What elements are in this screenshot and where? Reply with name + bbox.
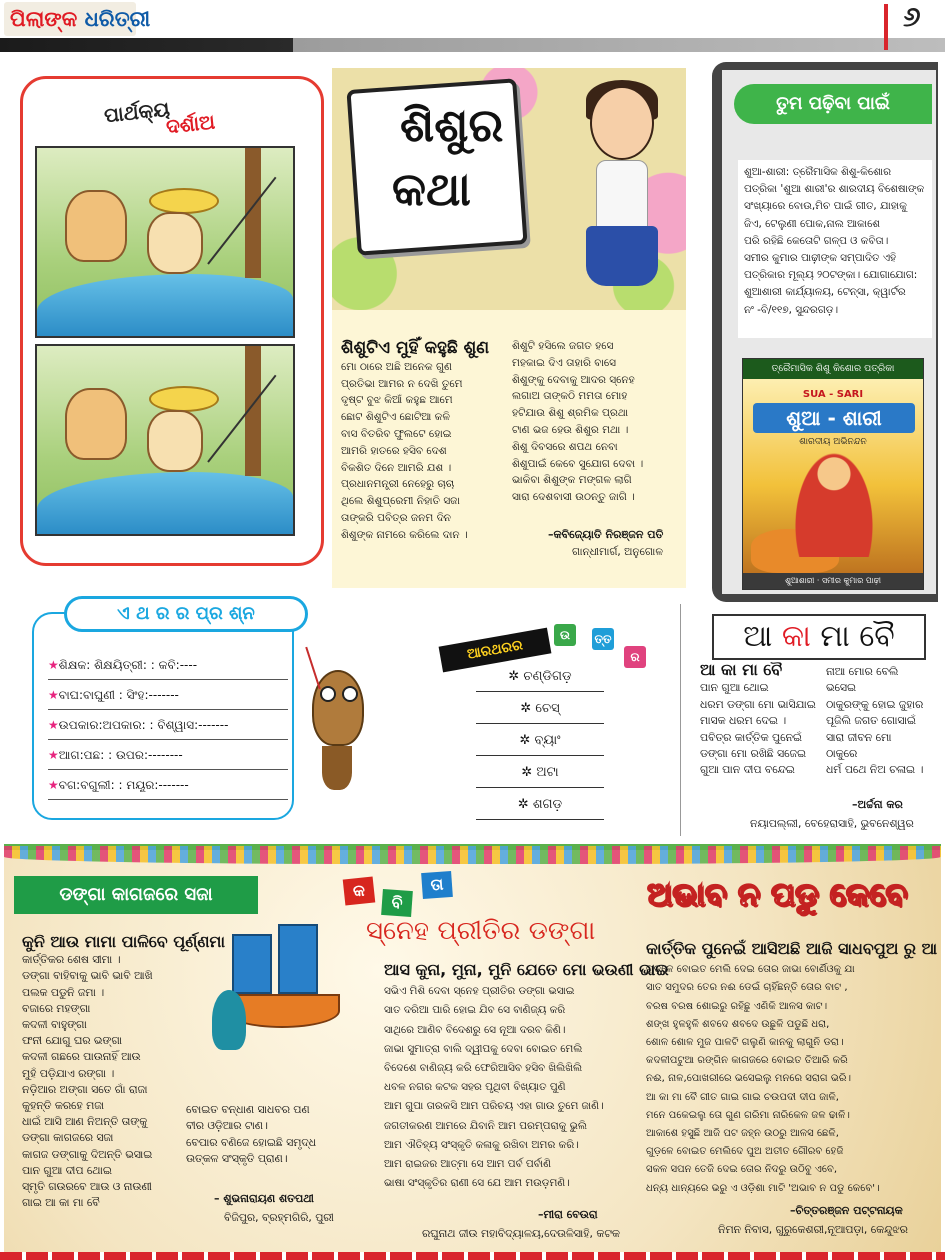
reading-line: ପତ୍ରିକାର ମୂଲ୍ୟ ୨୦ଟଙ୍କା। ଯୋଗାଯୋଗ: [744,269,918,282]
poem-line: ବିକଶିତ ଦିନେ ଆମରି ଯଶ । [341,461,452,474]
sneha-title: ସ୍ନେହ ପ୍ରୀତିର ଡଙ୍ଗା [366,916,596,946]
story-title-line1: ଶିଶୁର [400,98,504,152]
poem-line: ଗାଇ ଆ କା ମା ବୈ [22,1196,100,1210]
poem-line: ଡଙ୍ଗା କାଗଜରେ ସଜା [22,1131,114,1145]
poem-line: ମାସକ ଧରମ ଦେଇ । [700,714,787,728]
footer-bar [0,1252,945,1260]
poem-line: ସକଳ ସପନ ତେଜି ଦେଇ ତୋର ନିଦରୁ ଉଠିବୁ ଏବେ, [646,1164,838,1176]
reading-line: ପତ୍ରିକା 'ଶୁଆ ଶାରୀ'ର ଶାରଦୀୟ ବିଶେଷାଙ୍କ [744,183,925,196]
flower-garland [4,846,941,864]
poem-line: ଗୁଆ ପାନ ଦୀପ ବନ୍ଦେଇ [700,763,795,777]
quiz-title: ଏ ଥ ର ର ପ୍ର ଶ୍ନ [64,596,308,632]
quiz-item: ★ବାଘ:ବାଘୁଣୀ : ସିଂହ:------- [48,680,288,710]
sneha-poem [384,960,669,1193]
cover-tagline: ତ୍ରୈମାସିକ ଶିଶୁ କିଶୋର ପତ୍ରିକା [743,359,923,379]
poem-line: ସାତ ଦରିଆ ପାରି ହୋଇ ଯିବ ସେ ବାଣିଜ୍ୟ କରି [384,1004,566,1017]
poem-line: ସଭିଏ ମିଶି ଦେବା ସ୍ନେହ ପ୍ରୀତିର ଡଙ୍ଗା ଭସାଇ [384,985,575,998]
cover-subtitle: ଶାରଦୀୟ ଅଭିନନ୍ଦନ [799,437,867,447]
difference-title-2: ଦର୍ଶାଅ [164,109,217,139]
poem-line: ସାତ ସମୁଦର ତେର ନଈ ଡେଇଁ ଚାହିଁଛନ୍ତି ତୋର ବାଟ , [646,982,848,994]
cover-title: ଶୁଆ - ଶାରୀ [753,403,915,433]
poem-line: ପ୍ରତିଭା ଆମର ନ ଦେଖି ତୁମେ [341,377,463,390]
dunga-author: – ଶୁଭନାରାୟଣ ଶତପଥୀ [214,1192,314,1205]
cover-latin-title: SUA - SARI [802,389,864,400]
poem-line: ଶିଶୁଟି ହସିଲେ ଜଗତ ହସେ [512,340,614,352]
dunga-poem [22,934,225,1211]
akamabai-author: –ଅର୍ଚ୍ଚନା କର [852,798,903,811]
poem-line: ଫନୀ ଯୋଗୁ ଘର ଭଙ୍ଗା [22,1034,123,1048]
star-icon: ★ [48,748,59,762]
answer-item: ✲ ଚଣ୍ଡିଗଡ଼ [476,662,604,692]
akamabai-col2 [826,664,923,779]
poem-line: ହଟିଯାଉ ଶିଶୁ ଶ୍ରମିକ ପ୍ରଥା [512,407,629,420]
poem-line: ବଜାରେ ମହଙ୍ଗା [22,1001,91,1015]
poem-line: ବିଦେଶେ ବାଣିଜ୍ୟ କରି ଫେରିଆସିବ ହସିବ ଖିଲିଖିଲି [384,1062,583,1075]
poem-line: ମୋ ଠାରେ ଅଛି ଅନେକ ଗୁଣ [341,360,452,373]
owl-eye [320,686,336,702]
poem-line: ଧରମ ଡଙ୍ଗା ମୋ ଭାସିଯାଇ [700,697,816,711]
poem-line: ସ୍ମୃତି ଗଉରବେ ଆଉ ଓ ନାଉଣୀ [22,1180,152,1194]
masthead-logo [4,2,151,36]
poem-line: କାଗଜ ଡଙ୍ଗାକୁ ଦିଅନ୍ତି ଭସାଇ [22,1147,153,1161]
reading-description [738,160,932,338]
reading-line: ନଂ -ବି/୧୧୭, ସୁନ୍ଦରଗଡ଼। [744,303,839,316]
poem-line: ବୋଇତ ବନ୍ଧାଣ ସାଧବର ପଣ [186,1103,310,1116]
header-divider [884,4,888,50]
puppy-fishing [147,410,203,472]
answer-item: ✲ ଚେସ୍ [476,694,604,724]
column-divider [680,604,681,836]
poem-line: ପାନ ଗୁଆ ଥୋଇ [700,681,769,695]
answer-letter-box: ଉ [554,624,576,646]
poem-line: ଶୋଳ ଶୋଳ ମୁଜ ପାଳଟି ଗଲୁଣି କାନକୁ ଲାଗୁନି ଡରା। [646,1037,844,1049]
star-icon: ★ [48,688,59,702]
akamabai-address: ନୟାପଲ୍ଲୀ, ବେହେରାସାହି, ଭୁବନେଶ୍ୱର [750,817,914,830]
poem-line: ସାରା ଦେଶବାସୀ ଉଠନ୍ତୁ ଜାଗି । [512,491,635,504]
poem-line: ଆମ ଗୁପା ତାରକସି ଆମ ପରିଚୟ ଏହା ଗାଉ ତୁମେ ଜାଣି। [384,1100,604,1113]
poem-line: ଡଙ୍ଗା ମୋ ରଖିଛି ସଜେଇ [700,747,806,761]
difference-picture-top [35,146,295,338]
poem-line: ବାସ ବିତରିବ ଫୁଲଟେ ହୋଇ [341,427,452,440]
story-poem-col2 [512,338,643,506]
abhaba-poem [646,940,937,1198]
poem-line: ଦୃଷ୍ଟ ବୁଝ କିଆଁ କହୁଛ ଆମେ [341,394,453,407]
kabita-letter: ବି [381,889,413,917]
poem-line: ମୁହଁ ପଡ଼ିଯାଏ ରଙ୍ଗା । [22,1066,115,1080]
poem-line: ଧାଇଁ ଆସି ଆଣ ନିଅନ୍ତି ତାଙ୍କୁ [22,1115,148,1129]
akamabai-title: ଆ କା ମା ବୈ [712,614,926,660]
magazine-cover [742,358,924,590]
dunga-address: ବିଜିପୁର, ବ୍ରହ୍ମଗିରି, ପୁରୀ [224,1211,334,1224]
akamabai-col1 [700,662,816,779]
owl-teacher-illustration [312,670,364,746]
sneha-address: ରଘୁନାଥ ଜୀଉ ମହାବିଦ୍ୟାଳୟ,ଦେଉଳିସାହି, କଟକ [422,1227,620,1240]
poem-line: ବରଷ ବରଷ ଶୋଇରୁ ରହିଛୁ ଏଣିକି ଆଳସ କାଟ। [646,1000,828,1012]
star-icon: ★ [48,778,59,792]
answer-item: ✲ ଅଟା [476,758,604,788]
page-number: ୬ [903,0,921,33]
poem-line: ଜଗତୀକରଣ ଆମରେ ଯିବାନି ଆମ ପରମ୍ପରାକୁ ଭୁଲି [384,1119,587,1132]
reading-line: ଶୁଆଶାରୀ କାର୍ଯ୍ୟାଳୟ, ଟେନ୍ସା, କ୍ୱାର୍ଟର [744,286,906,299]
poem-line: କଦଳୀ ଗଛରେ ପାଉନାହିଁ ଆଉ [22,1050,141,1064]
poem-line: ଭସେଇ [826,681,856,695]
poem-line: ବୀର ଓଡ଼ିଆର ଟାଣ। [186,1119,268,1133]
poem-line: କାର୍ତ୍ତିକର ଶେଷ ସୀମା । [22,953,121,967]
poem-line: ଆ କା ମା ବୈ [700,660,783,679]
poem-line: ଧନ୍ୟ ଧାନ୍ୟରେ ଭରୁ ଏ ଓଡ଼ିଶା ମାଟି 'ଅଭାବ ନ ପଡୁ କେବେ'। [646,1182,880,1194]
poem-line: ଗୁଡ଼ଳେ ବୋଇତ ମେଲି ଦେଇ ତୋର ଜାଭା ବୋର୍ଣିଓକୁ ଯା [646,964,855,976]
poem-line: ଆମ ଐତିହ୍ୟ ସଂସ୍କୃତି କଳାକୁ ରଖିବା ଅମର କରି। [384,1138,579,1151]
poem-line: ଠାକୁରେ [826,747,858,761]
poem-line: ଗୁଡ଼ଳେ ବୋଇତ ମେଲିଦେ ପୁଅ ଅତୀତ ଗୌରବ ହେଜି [646,1146,844,1158]
answer-letter-box: ର [624,646,646,668]
abhaba-title: ଅଭାବ ନ ପଡୁ କେବେ [646,875,908,913]
kabita-letter: କ [343,877,376,906]
poem-line: ସାଥିରେ ଆଣିବ ବିଦେଶରୁ ସେ ନୂଆ ଦରବ କିଣି। [384,1023,566,1036]
poem-line: ଛୋଟ ଶିଶୁଟିଏ ଛୋଟିଆ କଳି [341,411,450,424]
poem-line: ମନେ ପକେଇଲୁ ତୋ ଗୁଣ ଗରିମା ନାରିକେଳ ଜଳ ଢାଳି। [646,1109,850,1121]
poem-line: ଡଙ୍ଗା ବାହିବାକୁ ଭାବି ଭାବି ଆଖି [22,969,153,983]
reading-line: ସମୀର କୁମାର ପାଢ଼ୀଙ୍କ ସମ୍ପାଦିତ ଏହି [744,252,897,265]
poem-line: ଧର୍ମ ପଥେ ନିଅ ଚଳାଇ । [826,763,924,777]
goddess-illustration [795,453,873,557]
reading-line: ସଂଖ୍ୟାରେ ବୋଉ,ମିଚ ପାଇଁ ଗୀତ, ଯାହାକୁ [744,200,907,213]
owl-body [322,746,352,790]
star-icon: ★ [48,718,59,732]
poem-line: କଦଳୀ ବାହୁଙ୍ଗା [22,1018,87,1032]
poem-line: ପଲକ ପଡୁନି ଜମା । [22,985,105,999]
sneha-author: –ମୀରା ବେଉରା [538,1208,598,1221]
logo-part1: ପିଲାଙ୍କ [10,7,78,31]
straw-hat [149,386,219,412]
answer-item: ✲ ଶଗଡ଼ [476,790,604,820]
poem-line: ଟାଣ ଭଜ ହେଉ ଶିଶୁର ମଥା । [512,423,629,436]
poem-line: କୁହନ୍ତି କରହେ ମଜା [22,1099,105,1113]
puppy-fishing [147,212,203,274]
ship-sail [278,924,318,994]
girl-illustration-head [590,86,654,160]
poem-line: ପାନ ଗୁଆ ଦୀପ ଥୋଇ [22,1163,112,1177]
poem-line: କଦଳୀପଟୁଆ ରଙ୍ଗିନ କାଗଜରେ ବୋଇତ ତିଆରି କରି [646,1055,848,1067]
difference-title-1: ପାର୍ଥକ୍ୟ [102,96,171,128]
poem-line: ନାଆ ମୋର ବେଲି [826,665,899,678]
poem-line: ଉତ୍କଳ ସଂସ୍କୃତି ପ୍ରାଣ। [186,1152,288,1166]
answer-item: ✲ ବ୍ୟାଂ [476,726,604,756]
poem-line: ନଈ, ନାଳ,ପୋଖରୀରେ ଭସେଇଲୁ ମନରେ ସରାଗ ଭରି। [646,1073,852,1085]
poem-line: ଆସ କୁନା, ମୁନା, ମୁନି ଯେତେ ମୋ ଭଉଣୀ ଭାଇ [384,960,669,979]
story-title-line2: କଥା [392,162,471,216]
poem-line: ବେପାର ବଣିଜେ ହୋଇଛି ସମୃଦ୍ଧ [186,1135,317,1149]
owl-eye [342,686,358,702]
girl-illustration-skirt [586,226,658,286]
poem-line: ଶିଶୁଙ୍କୁ ଦେବାକୁ ଆଦର ସ୍ନେହ [512,373,635,386]
poem-line: ସାରା ଜୀବନ ମୋ [826,730,892,744]
peacock-prow [212,990,246,1050]
dunga-title: ଡଙ୍ଗା କାଗଜରେ ସଜା [14,876,258,914]
poem-line: ଶିଶୁ ଦିବସରେ ଶପଥ ନେବା [512,440,618,453]
puppy-left [65,190,127,262]
poem-line: ଭାକିବା ଶିଶୁଙ୍କ ମଙ୍ଗଳ ଲାଗି [512,474,632,487]
answer-letter-box: ତ୍ତ [592,628,614,650]
poem-line: ଜାଭା ସୁମାତ୍ରା ବାଲି ଦ୍ୱୀପକୁ ଦେବା ବୋଇତ ମେଲି [384,1042,583,1055]
abhaba-address: ନିମନ ନିବାସ, ଗୁରୁକେଶରୀ,ନୂଆପଡ଼ା, କେନ୍ଦୁଝର [718,1223,908,1236]
poem-line: ମହକାଇ ଦିଏ ତାହାରି ବାସେ [512,356,616,369]
poem-line: ଶିଶୁଙ୍କ ନାମରେ କରିଲେ ଦାନ । [341,528,468,541]
logo-part2: ଧରିତ୍ରୀ [84,7,151,31]
reading-title: ତୁମ ପଢ଼ିବା ପାଇଁ [734,84,932,124]
star-icon: ★ [48,658,59,672]
ship-sail [232,934,272,994]
dunga-poem-stanza2 [186,1102,316,1168]
poem-line: ଶଙ୍ଖ ହୁଳହୁଳି ଶବଦେ ଶବଦେ ଉଛୁଳି ପଡୁଛି ଧରା, [646,1018,830,1030]
poem-line: ପୂଜିଲି ଜଗତ ଗୋସାଇଁ [826,714,916,728]
cover-footer: ଶୁଆଶାରୀ · ସମୀର କୁମାର ପାଢ଼ୀ [743,573,923,589]
reading-line: ପରି ରହିଛି କେତୋଟି ଗଳ୍ପ ଓ କବିତା। [744,234,889,247]
poem-line: ଶିଶୁପାଇଁ କେବେ ସୁଯୋଗ ଦେବା । [512,457,644,470]
pointer-stick [305,647,320,689]
poem-line: କୁନି ଆଉ ମାମା ପାଳିବେ ପୂର୍ଣ୍ଣମା [22,932,226,951]
poem-line: ପବିତ୍ର କାର୍ତ୍ତିକ ପୁନେଇଁ [700,730,802,744]
quiz-item: ★ଆଗ:ପଛ: : ଉପର:-------- [48,740,288,770]
story-poem-col1 [341,340,489,544]
poem-line: କାର୍ତ୍ତିକ ପୁନେଇଁ ଆସିଅଛି ଆଜି ସାଧବପୁଅ ରୁ ଆ [646,939,938,958]
poem-line: ଭାଷା ସଂସ୍କୃତିର ରାଣୀ ସେ ଯେ ଆମ ମଉଡ଼ମଣି। [384,1177,570,1190]
difference-picture-bottom [35,344,295,536]
poem-line: ନଡ଼ିଆର ଅଙ୍ଗା ସତେ ଗାଁ ରାଜା [22,1082,148,1096]
poem-line: ପ୍ରଧାନମନ୍ତ୍ରୀ ନେହେରୁ ଚାଚା [341,478,455,491]
story-author: –କବିଜ୍ୟୋତି ନିରଞ୍ଜନ ପତି [548,528,664,541]
poem-line: ଥିଲେ ଶିଶୁପ୍ରେମୀ ନିହାତି ସଜା [341,495,460,508]
story-address: ଗାନ୍ଧୀମାର୍ଗ, ଅନୁଗୋଳ [572,546,663,558]
header-bar [0,38,945,52]
quiz-item: ★ଉପକାର:ଅପକାର: : ବିଶ୍ୱାସ:------- [48,710,288,740]
girl-illustration-body [596,160,648,230]
puppy-left [65,388,127,460]
poem-line: ଆ କା ମା ବୈ ଗୀତ ଗାଇ ଗାଇ ଚଉପଦୀ ଦୀପ ଜାଳି, [646,1091,839,1103]
poem-line: ଆମରି ହାତରେ ହସିବ ଦେଶ [341,444,447,457]
straw-hat [149,188,219,214]
kabita-letter: ତା [421,871,453,899]
reading-line: ଶୁଆ-ଶାରୀ: ତ୍ରୈମାସିକ ଶିଶୁ-କିଶୋର [744,166,892,178]
poem-line: ଠାକୁରଙ୍କୁ ହୋଇ ଜୁହାର [826,697,924,711]
answers-title: ଆରଥରର [439,628,552,673]
quiz-item: ★ବଗ:ବଗୁଲୀ: : ମୟୂର:------- [48,770,288,800]
poem-line: ତାଙ୍କରି ପବିତ୍ର ଜନମ ଦିନ [341,511,452,524]
poem-line: ଶିଶୁଟିଏ ମୁହିଁ କହୁଛି ଶୁଣ [341,338,490,358]
poem-line: ଧବଳ ନଗର କଟକ ସହର ପୃଥିବୀ ବିଖ୍ୟାତ ପୁଣି [384,1081,566,1094]
poem-line: ଆକାଶେ ହସୁଛି ଆଜି ପଟ ଜହ୍ନ ଉଠରୁ ଆଳସ ଛେଳି, [646,1128,839,1140]
quiz-item: ★ଶିକ୍ଷକ: ଶିକ୍ଷୟିତ୍ରୀ: : କବି:---- [48,650,288,680]
reading-line: ଜିଏ, ଟେଲୁଣୀ ପୋକ,ନାଲ ଆକାଶେ [744,217,881,230]
poem-line: ଆମ ରାଇଜର ଆତ୍ମା ସେ ଆମ ପର୍ବ ପର୍ବାଣି [384,1158,551,1171]
poem-line: ଲଗାଅ ତାଙ୍କଠି ମମତା ମୋହ [512,390,628,403]
abhaba-author: –ଚିତ୍ତରଞ୍ଜନ ପଟ୍ଟନାୟକ [790,1204,903,1217]
